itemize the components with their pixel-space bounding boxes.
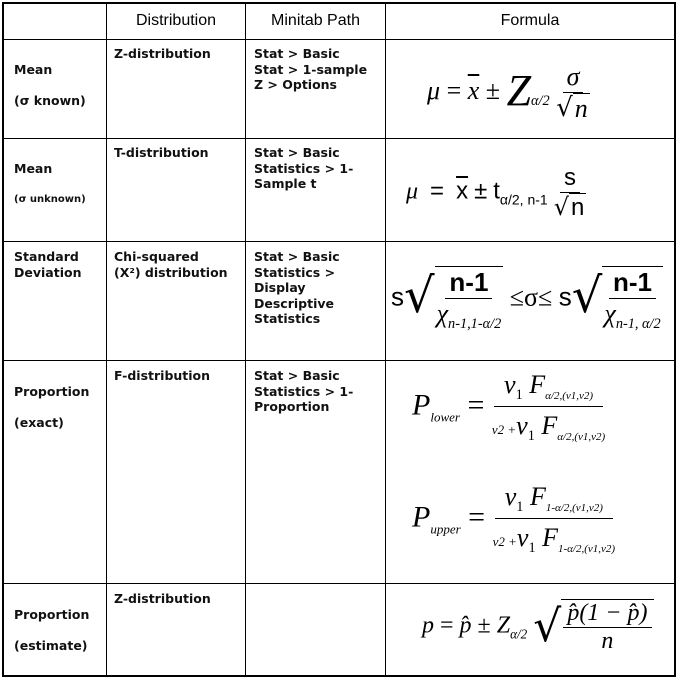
row-proportion-exact-minitab-path: Stat > Basic Statistics > 1- Proportion bbox=[254, 368, 354, 414]
row-std-dev-distribution: Chi-squared (X²) distribution bbox=[114, 249, 228, 280]
formula-proportion-estimate: p = p̂ ± $Z_{\alpha/2}$ √ $\frac{p̂(1 - p̂)}{n}$ bbox=[422, 599, 654, 655]
row-mean-known-distribution: Z-distribution bbox=[114, 46, 211, 61]
header-formula: Formula bbox=[500, 12, 560, 29]
row-mean-known-minitab-path: Stat > Basic Stat > 1-sample Z > Options bbox=[254, 46, 368, 92]
row-proportion-estimate-distribution: Z-distribution bbox=[114, 591, 211, 606]
parameter-label: Proportion bbox=[14, 606, 90, 622]
row-divider bbox=[4, 360, 674, 361]
formula-proportion-upper: $P_{upper}$ = $\frac{\nu_1 F_{1-\alpha/2,(\nu 1,\nu 2)}}{\nu 2 +\nu_1 F_{1-\alpha/2,(\nu 1,\nu 2)}}$ bbox=[412, 482, 616, 557]
row-mean-unknown-minitab-path: Stat > Basic Statistics > 1- Sample t bbox=[254, 145, 354, 191]
parameter-label: Mean bbox=[14, 160, 53, 176]
parameter-note: (exact) bbox=[14, 414, 64, 430]
formula-mean-sigma-unknown: $\mu = \overline{x} \pm t_{\alpha/2, n-1}$ s √ n bbox=[406, 164, 585, 221]
header-distribution: Distribution bbox=[135, 12, 217, 29]
parameter-label: Proportion bbox=[14, 383, 90, 399]
row-divider bbox=[4, 138, 674, 139]
row-proportion-exact-parameter bbox=[14, 368, 89, 446]
row-mean-unknown-distribution: T-distribution bbox=[114, 145, 209, 160]
row-divider bbox=[4, 583, 674, 584]
parameter-label: Mean bbox=[14, 61, 53, 77]
row-std-dev-minitab-path: Stat > Basic Statistics > Display Descriptive Statistics bbox=[254, 249, 340, 326]
column-divider bbox=[385, 4, 386, 675]
row-divider bbox=[4, 39, 674, 40]
formula-std-dev: s √ $\frac{n-1}{\chi_{n-1,1-\alpha/2}}$ ≤σ≤ s √ $\frac{n-1}{\chi_{n-1, \alpha/2}}$ bbox=[391, 267, 661, 333]
row-proportion-exact-distribution: F-distribution bbox=[114, 368, 211, 383]
row-std-dev-parameter: Standard Deviation bbox=[14, 249, 82, 280]
header-minitab-path: Minitab Path bbox=[271, 12, 360, 29]
formula-table bbox=[2, 2, 676, 677]
parameter-note: (estimate) bbox=[14, 637, 88, 653]
column-divider bbox=[106, 4, 107, 675]
row-divider bbox=[4, 241, 674, 242]
row-proportion-estimate-parameter bbox=[14, 591, 89, 669]
parameter-note: (σ unknown) bbox=[14, 193, 86, 205]
row-mean-unknown-parameter bbox=[14, 145, 86, 223]
column-divider bbox=[245, 4, 246, 675]
row-mean-known-parameter bbox=[14, 46, 86, 124]
parameter-note: (σ known) bbox=[14, 92, 86, 108]
formula-proportion-lower: $P_{lower}$ = $\frac{\nu_1 F_{\alpha/2,(\nu 1,\nu 2)}}{\nu 2 +\nu_1 F_{\alpha/2,(\nu 1,\nu 2)}}$ bbox=[412, 370, 606, 445]
formula-mean-sigma-known: $\mu = \overline{x} \pm Z_{\alpha/2}$ σ √ n bbox=[427, 62, 588, 123]
